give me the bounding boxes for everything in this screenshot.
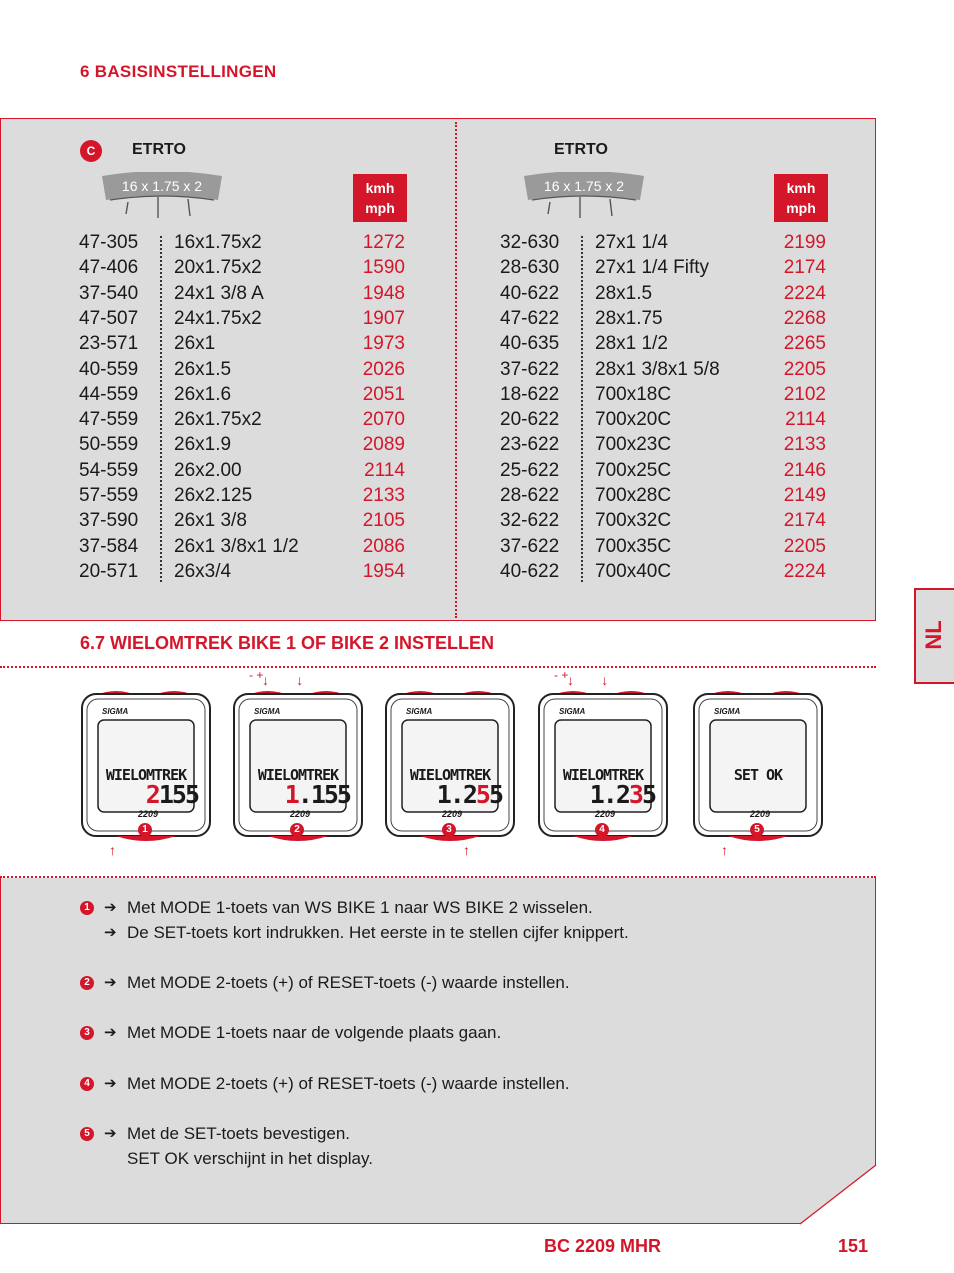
etrto-code: 32-622 xyxy=(500,510,560,532)
step-text: SET OK verschijnt in het display. xyxy=(127,1149,373,1168)
circumference-value: 2268 xyxy=(783,307,826,329)
panel-corner-cut xyxy=(780,1160,880,1230)
lcd-digits: .155 xyxy=(297,780,350,809)
tire-size: 28x1 1/2 xyxy=(595,333,668,355)
lcd-digits: 5 xyxy=(641,780,655,809)
tire-size: 26x2.125 xyxy=(174,485,253,506)
circumference-value: 2265 xyxy=(783,333,826,355)
tire-size: 26x1.9 xyxy=(174,434,232,456)
device-model: 2209 xyxy=(290,809,311,819)
etrto-code: 47-507 xyxy=(79,307,139,329)
device-model: 2209 xyxy=(595,809,616,819)
etrto-code: 37-622 xyxy=(500,535,560,557)
button-signs: - + xyxy=(249,668,264,682)
device-brand: SIGMA xyxy=(102,707,129,716)
etrto-heading-right: ETRTO xyxy=(554,141,608,158)
lcd-line1: WIELOMTREK xyxy=(257,766,339,784)
etrto-code: 37-622 xyxy=(500,358,560,380)
tire-size: 28x1.75 xyxy=(595,307,663,329)
step-number-badge: 3 xyxy=(442,823,456,837)
circumference-value: 2133 xyxy=(783,434,826,456)
instruction-step xyxy=(80,1023,840,1047)
tire-size: 26x1 xyxy=(174,333,216,355)
instruction-step xyxy=(80,973,840,997)
tire-size: 26x3/4 xyxy=(174,560,232,582)
step-number-badge: 4 xyxy=(80,1077,94,1091)
lcd-blinking-digit: 1 xyxy=(284,780,298,809)
lcd-line2 xyxy=(94,780,198,809)
lcd-line1: SET OK xyxy=(733,766,783,784)
step-number-badge: 4 xyxy=(595,823,609,837)
etrto-code: 57-559 xyxy=(79,485,139,506)
tire-size: 28x1 3/8x1 5/8 xyxy=(595,358,720,380)
language-tab-label: NL xyxy=(921,620,946,650)
step-text: Met MODE 1-toets naar de volgende plaats gaan. xyxy=(127,1023,502,1042)
circumference-value: 2199 xyxy=(783,232,826,253)
etrto-code: 47-406 xyxy=(79,257,139,279)
instruction-step xyxy=(80,1074,840,1098)
circumference-value: 2070 xyxy=(362,409,405,431)
etrto-code: 20-622 xyxy=(500,409,560,431)
press-arrow-icon: ↓ ↓ xyxy=(262,672,304,688)
circumference-value: 2114 xyxy=(364,459,405,481)
unit-box-right xyxy=(774,174,828,222)
tire-size: 700x35C xyxy=(595,535,672,557)
circumference-value: 2086 xyxy=(362,535,405,557)
etrto-code: 37-584 xyxy=(79,535,139,557)
etrto-code: 23-571 xyxy=(79,333,139,355)
lcd-blinking-digit: 3 xyxy=(628,780,642,809)
tire-size: 26x1.6 xyxy=(174,383,232,405)
arrow-right-icon: ➔ xyxy=(104,974,117,991)
page-number: 151 xyxy=(838,1236,869,1256)
tire-size: 27x1 1/4 Fifty xyxy=(595,257,710,279)
tire-label-text: 16 x 1.75 x 2 xyxy=(121,178,203,194)
etrto-code: 40-622 xyxy=(500,282,560,304)
etrto-code: 50-559 xyxy=(79,434,139,456)
device-model: 2209 xyxy=(138,809,159,819)
circumference-value: 2149 xyxy=(783,485,826,506)
etrto-heading-left: ETRTO xyxy=(132,141,186,158)
tire-size: 26x1 3/8x1 1/2 xyxy=(174,535,299,557)
etrto-code: 37-590 xyxy=(79,510,139,532)
step-number-badge: 1 xyxy=(80,901,94,915)
steps-divider xyxy=(0,876,876,878)
etrto-code: 28-622 xyxy=(500,485,560,506)
lcd-line1: WIELOMTREK xyxy=(105,766,187,784)
step-number-badge: 1 xyxy=(138,823,152,837)
section-heading: 6.7 WIELOMTREK BIKE 1 OF BIKE 2 INSTELLEN xyxy=(80,633,495,653)
lcd-digits: 155 xyxy=(158,780,198,809)
lcd-line2 xyxy=(246,780,350,809)
instruction-step xyxy=(80,1149,840,1173)
device-model: 2209 xyxy=(750,809,771,819)
unit-kmh: kmh xyxy=(786,180,816,196)
press-arrow-icon: ↑ xyxy=(109,842,116,858)
tire-size: 700x18C xyxy=(595,383,672,405)
column-separator xyxy=(581,236,583,582)
device-model: 2209 xyxy=(442,809,463,819)
circumference-value: 2114 xyxy=(785,409,826,431)
tire-size: 26x1 3/8 xyxy=(174,510,247,532)
device-brand: SIGMA xyxy=(714,707,741,716)
circumference-value: 1973 xyxy=(362,333,405,355)
tire-size: 28x1.5 xyxy=(595,282,653,304)
circumference-value: 2051 xyxy=(362,383,405,405)
etrto-code: 47-622 xyxy=(500,307,560,329)
tire-size: 20x1.75x2 xyxy=(174,257,262,279)
device-brand: SIGMA xyxy=(406,707,433,716)
circumference-value: 2102 xyxy=(783,383,826,405)
circumference-value: 2224 xyxy=(783,282,826,304)
press-arrow-icon: ↓ ↓ xyxy=(567,672,609,688)
etrto-code: 20-571 xyxy=(79,560,139,582)
circumference-value: 2026 xyxy=(362,358,405,380)
page-section-title: 6 BASISINSTELLINGEN xyxy=(80,62,277,81)
step-text: Met MODE 2-toets (+) of RESET-toets (-) waarde instellen. xyxy=(127,973,570,992)
etrto-code: 18-622 xyxy=(500,383,560,405)
etrto-code: 47-305 xyxy=(79,232,139,253)
etrto-code: 44-559 xyxy=(79,383,139,405)
lcd-digits: 1.2 xyxy=(436,780,476,809)
instruction-step xyxy=(80,923,840,947)
unit-mph: mph xyxy=(786,200,816,216)
step-number-badge: 5 xyxy=(750,823,764,837)
step-number-badge: 2 xyxy=(290,823,304,837)
lcd-blinking-digit: 5 xyxy=(475,780,489,809)
circumference-value: 2146 xyxy=(783,459,826,481)
arrow-right-icon: ➔ xyxy=(104,924,117,941)
tire-size: 24x1.75x2 xyxy=(174,307,262,329)
lcd-line2 xyxy=(398,780,502,809)
etrto-code: 37-540 xyxy=(79,282,139,304)
etrto-code: 32-630 xyxy=(500,232,560,253)
tire-size: 700x20C xyxy=(595,409,672,431)
lcd-blinking-digit: 2 xyxy=(145,780,159,809)
circumference-value: 2205 xyxy=(783,358,826,380)
lcd-line1: WIELOMTREK xyxy=(409,766,491,784)
device-brand: SIGMA xyxy=(559,707,586,716)
circumference-value: 2205 xyxy=(783,535,826,557)
unit-box-left xyxy=(353,174,407,222)
etrto-code: 40-635 xyxy=(500,333,560,355)
instruction-step xyxy=(80,1124,840,1148)
tire-label-icon xyxy=(522,172,646,222)
lcd-digits: 1.2 xyxy=(589,780,629,809)
lcd-digits: 5 xyxy=(488,780,502,809)
step-number-badge: 5 xyxy=(80,1127,94,1141)
circumference-value: 1907 xyxy=(362,307,405,329)
tire-label-icon xyxy=(100,172,224,222)
etrto-code: 40-559 xyxy=(79,358,139,380)
tire-size: 26x1.5 xyxy=(174,358,232,380)
tire-size: 700x23C xyxy=(595,434,672,456)
table-divider xyxy=(455,122,457,618)
circumference-value: 1954 xyxy=(362,560,405,582)
step-number-badge: 3 xyxy=(80,1026,94,1040)
lcd-line2 xyxy=(551,780,655,809)
unit-mph: mph xyxy=(365,200,395,216)
tire-size: 27x1 1/4 xyxy=(595,232,668,253)
tire-size: 700x28C xyxy=(595,485,672,506)
section-badge: C xyxy=(80,140,102,162)
tire-size: 26x2.00 xyxy=(174,459,242,481)
circumference-value: 2105 xyxy=(362,510,405,532)
tire-size: 16x1.75x2 xyxy=(174,232,262,253)
step-number-badge: 2 xyxy=(80,976,94,990)
lcd-line1: WIELOMTREK xyxy=(562,766,644,784)
etrto-code: 28-630 xyxy=(500,257,560,279)
step-text: De SET-toets kort indrukken. Het eerste in te stellen cijfer knippert. xyxy=(127,923,629,942)
circumference-value: 2174 xyxy=(783,510,826,532)
tire-size: 700x32C xyxy=(595,510,672,532)
tire-size: 700x40C xyxy=(595,560,672,582)
circumference-value: 2133 xyxy=(362,485,405,506)
arrow-right-icon: ➔ xyxy=(104,1075,117,1092)
arrow-right-icon: ➔ xyxy=(104,1024,117,1041)
unit-kmh: kmh xyxy=(365,180,395,196)
footer-model: BC 2209 MHR xyxy=(544,1236,662,1256)
circumference-value: 1590 xyxy=(362,257,405,279)
column-separator xyxy=(160,236,162,582)
step-text: Met de SET-toets bevestigen. xyxy=(127,1124,351,1143)
etrto-code: 40-622 xyxy=(500,560,560,582)
etrto-code: 47-559 xyxy=(79,409,139,431)
device-brand: SIGMA xyxy=(254,707,281,716)
etrto-code: 23-622 xyxy=(500,434,560,456)
press-arrow-icon: ↑ xyxy=(463,842,470,858)
tire-size: 700x25C xyxy=(595,459,672,481)
step-text: Met MODE 1-toets van WS BIKE 1 naar WS BIKE 2 wisselen. xyxy=(127,898,593,917)
tire-label-text: 16 x 1.75 x 2 xyxy=(543,178,625,194)
button-signs: - + xyxy=(554,668,569,682)
circumference-value: 1272 xyxy=(362,232,405,253)
circumference-value: 1948 xyxy=(362,282,405,304)
circumference-value: 2174 xyxy=(783,257,826,279)
etrto-code: 25-622 xyxy=(500,459,560,481)
arrow-right-icon: ➔ xyxy=(104,899,117,916)
etrto-code: 54-559 xyxy=(79,459,139,481)
step-text: Met MODE 2-toets (+) of RESET-toets (-) waarde instellen. xyxy=(127,1074,570,1093)
arrow-right-icon: ➔ xyxy=(104,1125,117,1142)
tire-size: 24x1 3/8 A xyxy=(174,282,264,304)
press-arrow-icon: ↑ xyxy=(721,842,728,858)
circumference-value: 2224 xyxy=(783,560,826,582)
circumference-value: 2089 xyxy=(362,434,405,456)
tire-size: 26x1.75x2 xyxy=(174,409,262,431)
instruction-step xyxy=(80,898,840,922)
